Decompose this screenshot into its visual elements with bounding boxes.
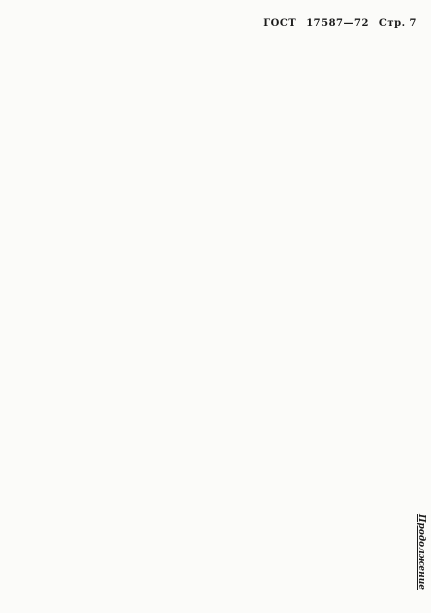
standard-label: ГОСТ	[263, 18, 297, 29]
standard-number: 17587—72	[306, 18, 369, 29]
continuation-label: Продолжение	[416, 514, 426, 590]
page-header	[257, 18, 417, 29]
rotated-table-area	[64, 44, 426, 590]
page-number: Стр. 7	[378, 18, 417, 29]
